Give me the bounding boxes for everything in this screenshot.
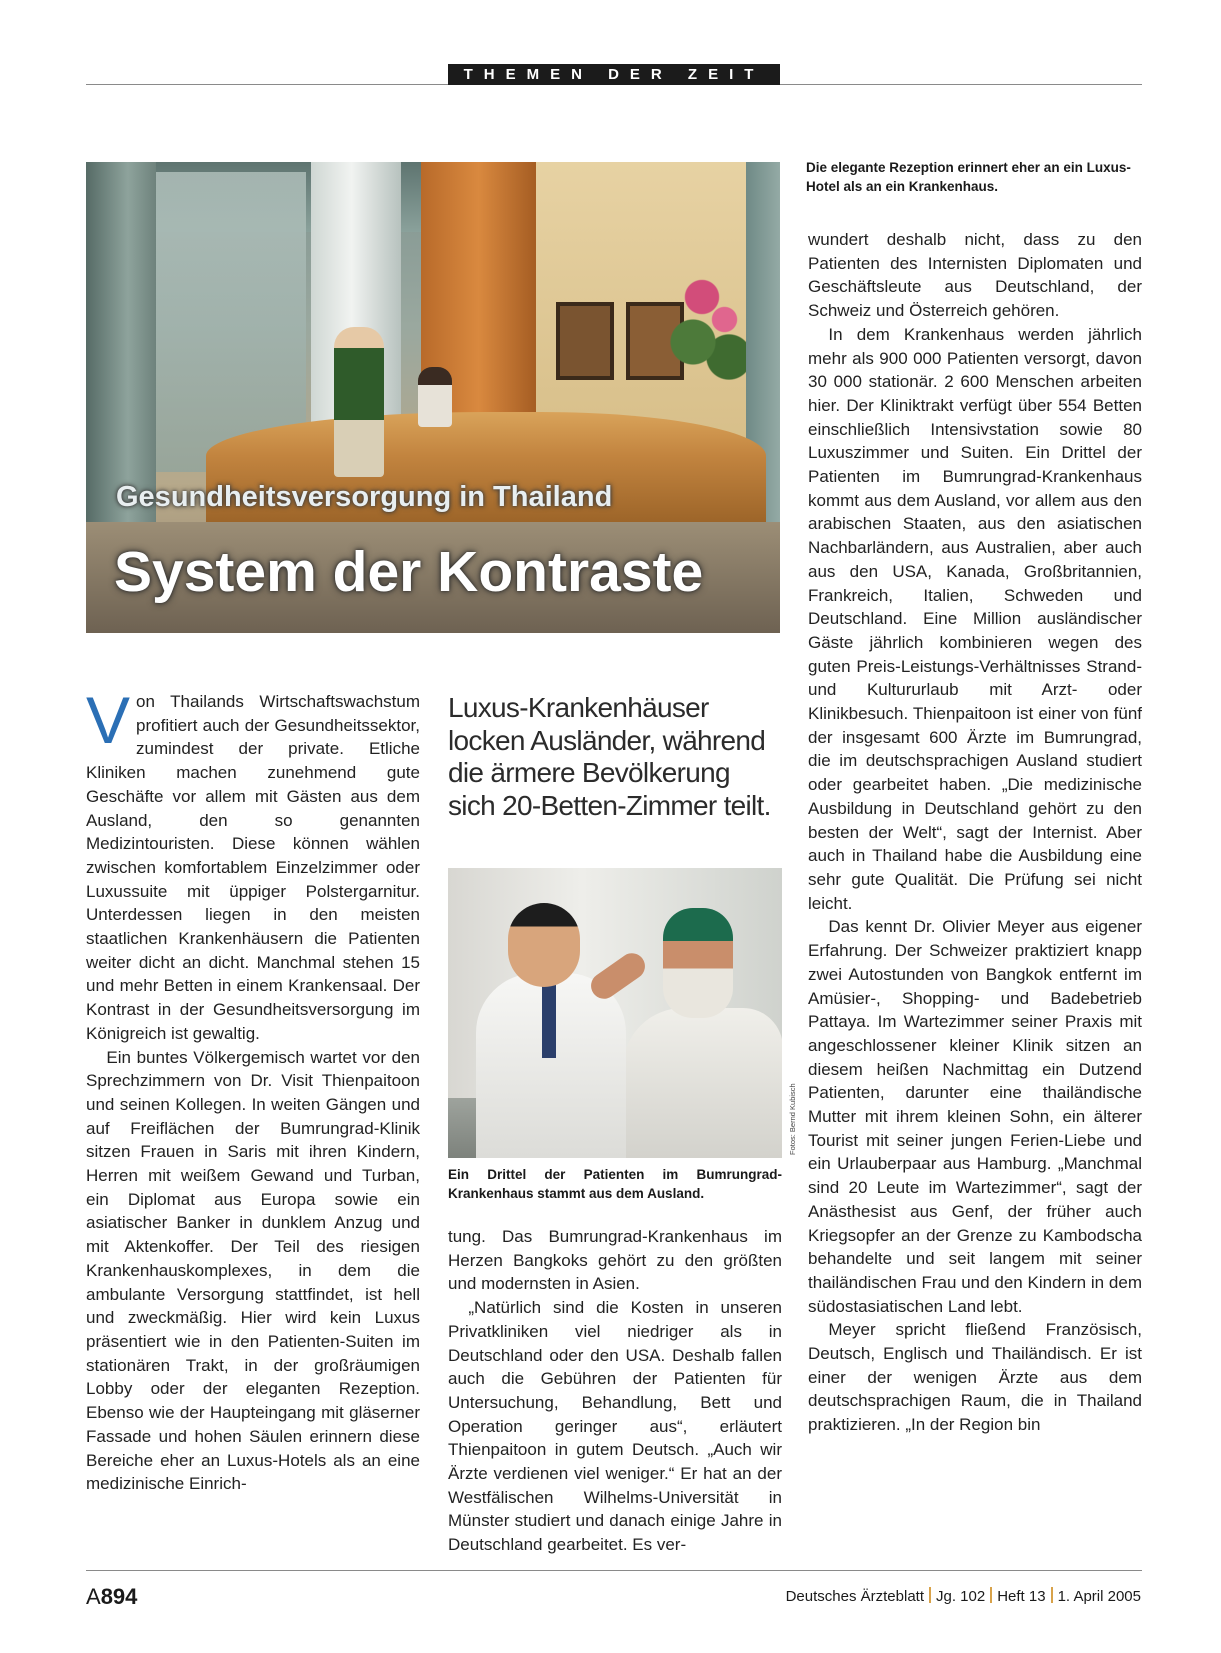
photo2-doctor-tie — [542, 978, 556, 1058]
separator — [929, 1587, 931, 1603]
photo2-doctor-head — [508, 903, 580, 987]
article-kicker: Gesundheitsversorgung in Thailand — [116, 481, 613, 513]
hero-flower-arrangement — [666, 252, 756, 402]
paragraph-text: on Thailands Wirtschaftswachstum profitiert auch der Gesundheitssektor, zumindest der private. Etliche Kliniken machen zunehmend gute Geschäfte vor allem mit Gästen aus dem Ausland, den so genannten Medizintouristen. Diese können wählen zwischen komfortablem Einzelzimmer oder Luxussuite mit üppiger Polstergarnitur. Unterdessen liegen in den meisten staatlichen Krankenhäusern die Patienten weiter dicht an dicht. Manchmal stehen 15 und mehr Betten in einem Krankensaal. Der Kontrast in der Gesundheitsversorgung im Königreich ist gewaltig. — [86, 692, 420, 1043]
journal-volume: Jg. 102 — [936, 1588, 986, 1605]
hero-person — [334, 327, 384, 477]
paragraph: In dem Krankenhaus werden jährlich mehr als 900 000 Patienten versorgt, davon 30 000 stationär. 2 600 Menschen arbeiten hier. Der Kliniktrakt verfügt über 554 Betten einschließlich Intensivstation sowie 80 Luxuszimmer und Suiten. Ein Drittel der Patienten im Bumrungrad-Krankenhaus kommt aus dem Ausland, vor allem aus den arabischen Staaten, aus den asiatischen Nachbarländern, aus Australien, aber auch aus den USA, Kanada, Großbritannien, Frankreich, Italien, Schweden und Deutschland. Eine Million ausländischer Gäste jährlich kombinieren wegen des guten Preis-Leistungs-Verhältnisses Strand- und Kultururlaub mit Arzt- oder Klinikbesuch. Thienpaitoon ist einer von fünf der insgesamt 600 Ärzte im Bumrungrad, die im deutschsprachigen Ausland studiert oder gearbeitet haben. „Die medizinische Ausbildung in Deutschland gehört zu den besten der Welt“, sagt der Internist. Aber auch in Thailand habe die Ausbildung eine sehr gute Qualität. Die Prüfung sei nicht leicht. — [808, 324, 1142, 913]
paragraph: „Natürlich sind die Kosten in unseren Privatkliniken viel niedriger als in Deutschland oder den USA. Deshalb fallen auch die Gebühren der Patienten für Untersuchung, Behandlung, Bett und Operation geringer aus“, erläutert Thienpaitoon in gutem Deutsch. „Auch wir Ärzte verdienen viel weniger.“ Er hat an der Westfälischen Wilhelms-Universität in Münster studiert und danach einige Jahre in Deutschland gearbeitet. Es ver- — [448, 1298, 782, 1555]
section-label: THEMEN DER ZEIT — [448, 64, 780, 85]
photo-credit: Fotos: Bernd Kubisch — [788, 1083, 797, 1155]
pull-quote: Luxus-Krankenhäuser locken Ausländer, während die ärmere Bevölkerung sich 20-Betten-Zimmer teilt. — [448, 692, 771, 821]
journal-date: 1. April 2005 — [1057, 1588, 1141, 1605]
paragraph: wundert deshalb nicht, dass zu den Patienten des Internisten Diplomaten und Geschäftsleute aus Deutschland, der Schweiz und Österreich gehören. — [808, 230, 1142, 321]
hero-person — [418, 367, 452, 427]
hero-photo-caption: Die elegante Rezeption erinnert eher an ein Luxus-Hotel als an ein Krankenhaus. — [806, 160, 1131, 194]
photo2-caption: Ein Drittel der Patienten im Bumrungrad-Krankenhaus stammt aus dem Ausland. — [448, 1167, 782, 1201]
article-column-2 — [448, 1225, 782, 1557]
paragraph — [86, 683, 420, 1046]
page-prefix: A — [86, 1584, 101, 1609]
journal-info — [786, 1587, 1141, 1605]
page-number — [86, 1584, 137, 1610]
hero-wall-picture — [556, 302, 614, 380]
paragraph: Meyer spricht fließend Französisch, Deutsch, Englisch und Thailändisch. Er ist einer der wenigen Ärzte aus dem deutschsprachigen Raum, die in Thailand praktizieren. „In der Region bin — [808, 1320, 1142, 1435]
paragraph: Das kennt Dr. Olivier Meyer aus eigener Erfahrung. Der Schweizer praktiziert knapp zwei Autostunden von Bangkok entfernt im Amüsier-, Shopping- und Badebetrieb Pattaya. Im Wartezimmer seiner Praxis mit angeschlossener kleiner Klinik sitzen an diesem heißen Nachmittag ein Dutzend Patienten, darunter eine thailändische Mutter mit ihrem kleinen Sohn, ein älterer Tourist mit seiner jungen Ferien-Liebe und ein Urlauberpaar aus Hamburg. „Manchmal sind 20 Leute im Wartezimmer“, sagt der Anästhesist aus Genf, der früher auch Kriegsopfer an der Grenze zu Kambodscha behandelte und seit langem mit seiner thailändischen Frau und den Kindern in dem südostasiatischen Land lebt. — [808, 917, 1142, 1316]
separator — [1051, 1587, 1053, 1603]
article-title: System der Kontraste — [114, 540, 704, 604]
photo2-patient — [623, 1008, 782, 1158]
photo2-patient-head — [663, 908, 733, 1018]
journal-name: Deutsches Ärzteblatt — [785, 1588, 924, 1605]
article-column-3 — [808, 228, 1142, 1437]
photo-doctor-patient — [448, 868, 782, 1158]
article-column-1 — [86, 683, 420, 1496]
journal-issue: Heft 13 — [997, 1588, 1046, 1605]
paragraph: Ein buntes Völkergemisch wartet vor den Sprechzimmern von Dr. Visit Thienpaitoon und seinen Kollegen. In weiten Gängen und auf Freiflächen der Bumrungrad-Klinik sitzen Frauen in Saris mit ihren Kindern, Herren mit weißem Gewand und Turban, ein Diplomat aus Europa sowie ein asiatischer Banker in dunklem Anzug und mit Aktenkoffer. Der Teil des riesigen Krankenhauskomplexes, in dem die ambulante Versorgung stattfindet, ist hell und zweckmäßig. Hier wird kein Luxus präsentiert wie in den Patienten-Suiten im stationären Trakt, in der großräumigen Lobby oder der eleganten Rezeption. Ebenso wie der Haupteingang mit gläserner Fassade und hohen Säulen erinnern diese Bereiche eher an Luxus-Hotels als an eine medizinische Einrich- — [86, 1047, 420, 1494]
separator — [990, 1587, 992, 1603]
drop-cap: V — [86, 683, 131, 757]
page-number-value: 894 — [100, 1584, 138, 1609]
paragraph: tung. Das Bumrungrad-Krankenhaus im Herzen Bangkoks gehört zu den größten und modernsten in Asien. — [448, 1227, 782, 1294]
footer-rule — [86, 1570, 1142, 1571]
